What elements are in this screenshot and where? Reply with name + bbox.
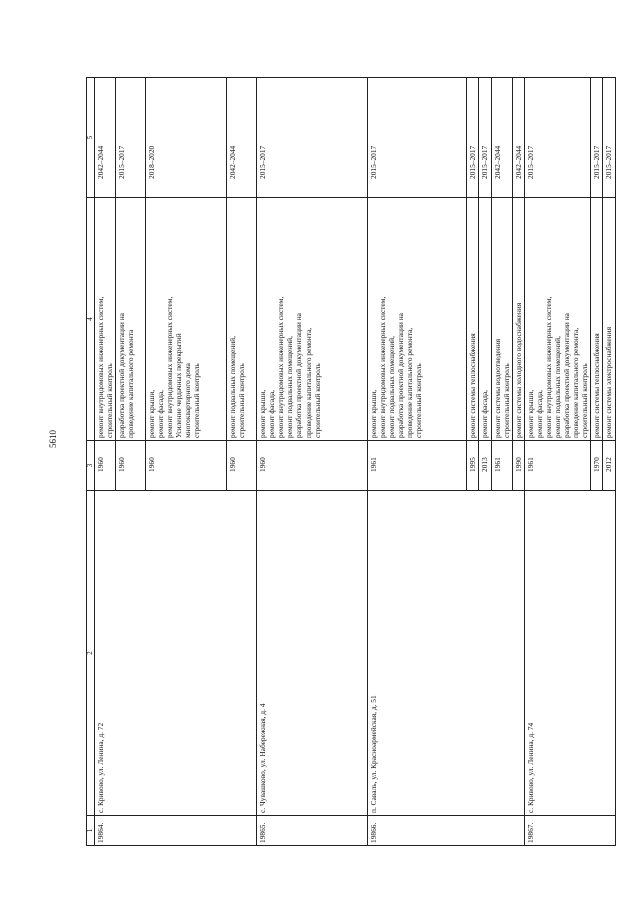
column-header: 2 bbox=[87, 491, 95, 816]
column-header: 3 bbox=[87, 441, 95, 491]
work-line: проведение капитального ремонта, bbox=[570, 327, 580, 438]
year-cell: 1960 bbox=[145, 441, 227, 491]
work-cell bbox=[145, 198, 227, 441]
period-cell: 2015–2017 bbox=[116, 78, 146, 198]
work-line: проведение капитального ремонта bbox=[126, 329, 136, 438]
work-line: разработка проектной документации на bbox=[294, 313, 304, 438]
work-cell bbox=[512, 198, 524, 441]
work-cell bbox=[367, 198, 467, 441]
work-cell bbox=[116, 198, 146, 441]
year-cell: 2012 bbox=[602, 441, 615, 491]
work-line: ремонт системы водоотведения bbox=[492, 338, 502, 438]
row-number-cell: 19867. bbox=[524, 816, 615, 846]
table-row bbox=[524, 78, 590, 846]
work-line: ремонт подвальных помещений, bbox=[552, 336, 562, 438]
work-line: строительный контроль bbox=[414, 363, 423, 438]
rotated-table-container bbox=[86, 78, 613, 846]
year-cell: 1960 bbox=[116, 441, 146, 491]
work-line: ремонт внутридомовых инженерных систем, bbox=[276, 296, 286, 438]
work-line: строительный контроль bbox=[105, 363, 115, 438]
work-cell bbox=[227, 198, 257, 441]
work-line: строительный контроль bbox=[501, 363, 511, 438]
work-line: проведение капитального ремонта, bbox=[303, 327, 313, 438]
table-row bbox=[95, 78, 116, 846]
address-cell: с. Чувашково, ул. Набережная, д. 4 bbox=[257, 491, 368, 816]
period-cell: 2015–2017 bbox=[467, 78, 479, 198]
table-body bbox=[95, 78, 616, 846]
work-line: ремонт внутридомовых инженерных систем, bbox=[543, 296, 553, 438]
period-cell: 2015–2017 bbox=[524, 78, 590, 198]
work-cell bbox=[479, 198, 491, 441]
work-line: ремонт внутридомовых инженерных систем, bbox=[377, 296, 387, 438]
column-number-row bbox=[87, 78, 95, 846]
work-line: ремонт крыши, bbox=[258, 389, 268, 438]
work-cell bbox=[524, 198, 590, 441]
work-line: ремонт внутридомовых инженерных систем, bbox=[165, 296, 175, 438]
period-cell: 2042–2044 bbox=[95, 78, 116, 198]
work-cell bbox=[257, 198, 368, 441]
period-cell: 2015–2017 bbox=[367, 78, 467, 198]
row-number-cell: 19865. bbox=[257, 816, 368, 846]
year-cell: 1990 bbox=[512, 441, 524, 491]
address-cell: с. Кривово, ул. Ленина, д. 72 bbox=[95, 491, 257, 816]
work-line: ремонт крыши, bbox=[525, 389, 535, 438]
work-line: ремонт системы электроснабжения bbox=[603, 327, 613, 438]
table-row bbox=[367, 78, 467, 846]
work-line: строительный контроль bbox=[192, 363, 202, 438]
year-cell: 1961 bbox=[491, 441, 512, 491]
work-line: ремонт подвальных помещений, bbox=[228, 336, 238, 438]
period-cell: 2018–2020 bbox=[145, 78, 227, 198]
year-cell: 1995 bbox=[467, 441, 479, 491]
work-line: ремонт крыши, bbox=[146, 389, 156, 438]
row-number-cell: 19866. bbox=[367, 816, 524, 846]
work-cell bbox=[467, 198, 479, 441]
work-line: ремонт системы холодного водоснабжения bbox=[513, 302, 523, 438]
period-cell: 2015–2017 bbox=[479, 78, 491, 198]
period-cell: 2042–2044 bbox=[227, 78, 257, 198]
address-cell: с. Кривово, ул. Ленина, д. 74 bbox=[524, 491, 615, 816]
repair-schedule-table bbox=[86, 77, 616, 846]
work-line: проведение капитального ремонта, bbox=[404, 327, 414, 438]
work-line: разработка проектной документации на bbox=[395, 313, 405, 438]
period-cell: 2015–2017 bbox=[602, 78, 615, 198]
table-row bbox=[257, 78, 368, 846]
work-cell bbox=[95, 198, 116, 441]
work-line: ремонт крыши, bbox=[368, 389, 378, 438]
work-line: многоквартирного дома bbox=[183, 363, 193, 438]
work-cell bbox=[491, 198, 512, 441]
year-cell: 1961 bbox=[367, 441, 467, 491]
work-line: ремонт подвальных помещений, bbox=[386, 336, 396, 438]
work-cell bbox=[590, 198, 602, 441]
address-cell: п. Саваль, ул. Красноармейская, д. 51 bbox=[367, 491, 524, 816]
year-cell: 1961 bbox=[524, 441, 590, 491]
period-cell: 2015–2017 bbox=[590, 78, 602, 198]
work-line: Усиление чердачных перекрытий bbox=[174, 333, 184, 438]
year-cell: 1960 bbox=[227, 441, 257, 491]
year-cell: 1970 bbox=[590, 441, 602, 491]
year-cell: 2013 bbox=[479, 441, 491, 491]
work-line: ремонт подвальных помещений, bbox=[285, 336, 295, 438]
work-line: ремонт фасада, bbox=[480, 390, 490, 438]
row-number-cell: 19864. bbox=[95, 816, 257, 846]
work-line: ремонт фасада, bbox=[534, 390, 544, 438]
work-line: ремонт внутридомовых инженерных систем, bbox=[96, 296, 105, 438]
work-line: ремонт системы теплоснабжения bbox=[468, 333, 478, 438]
work-line: разработка проектной документации на bbox=[561, 313, 571, 438]
work-line: ремонт фасада, bbox=[267, 390, 277, 438]
work-line: ремонт фасада, bbox=[155, 390, 165, 438]
year-cell: 1960 bbox=[95, 441, 116, 491]
work-line: ремонт системы теплоснабжения bbox=[591, 333, 601, 438]
period-cell: 2042–2044 bbox=[491, 78, 512, 198]
column-header: 5 bbox=[87, 78, 95, 198]
work-cell bbox=[602, 198, 615, 441]
page-number: 5610 bbox=[48, 430, 58, 448]
work-line: строительный контроль bbox=[579, 363, 589, 438]
year-cell: 1960 bbox=[257, 441, 368, 491]
work-line: строительный контроль bbox=[312, 363, 322, 438]
column-header: 4 bbox=[87, 198, 95, 441]
period-cell: 2015–2017 bbox=[257, 78, 368, 198]
work-line: разработка проектной документации на bbox=[117, 313, 127, 438]
work-line: строительный контроль bbox=[237, 363, 247, 438]
column-header: 1 bbox=[87, 816, 95, 846]
period-cell: 2042–2044 bbox=[512, 78, 524, 198]
